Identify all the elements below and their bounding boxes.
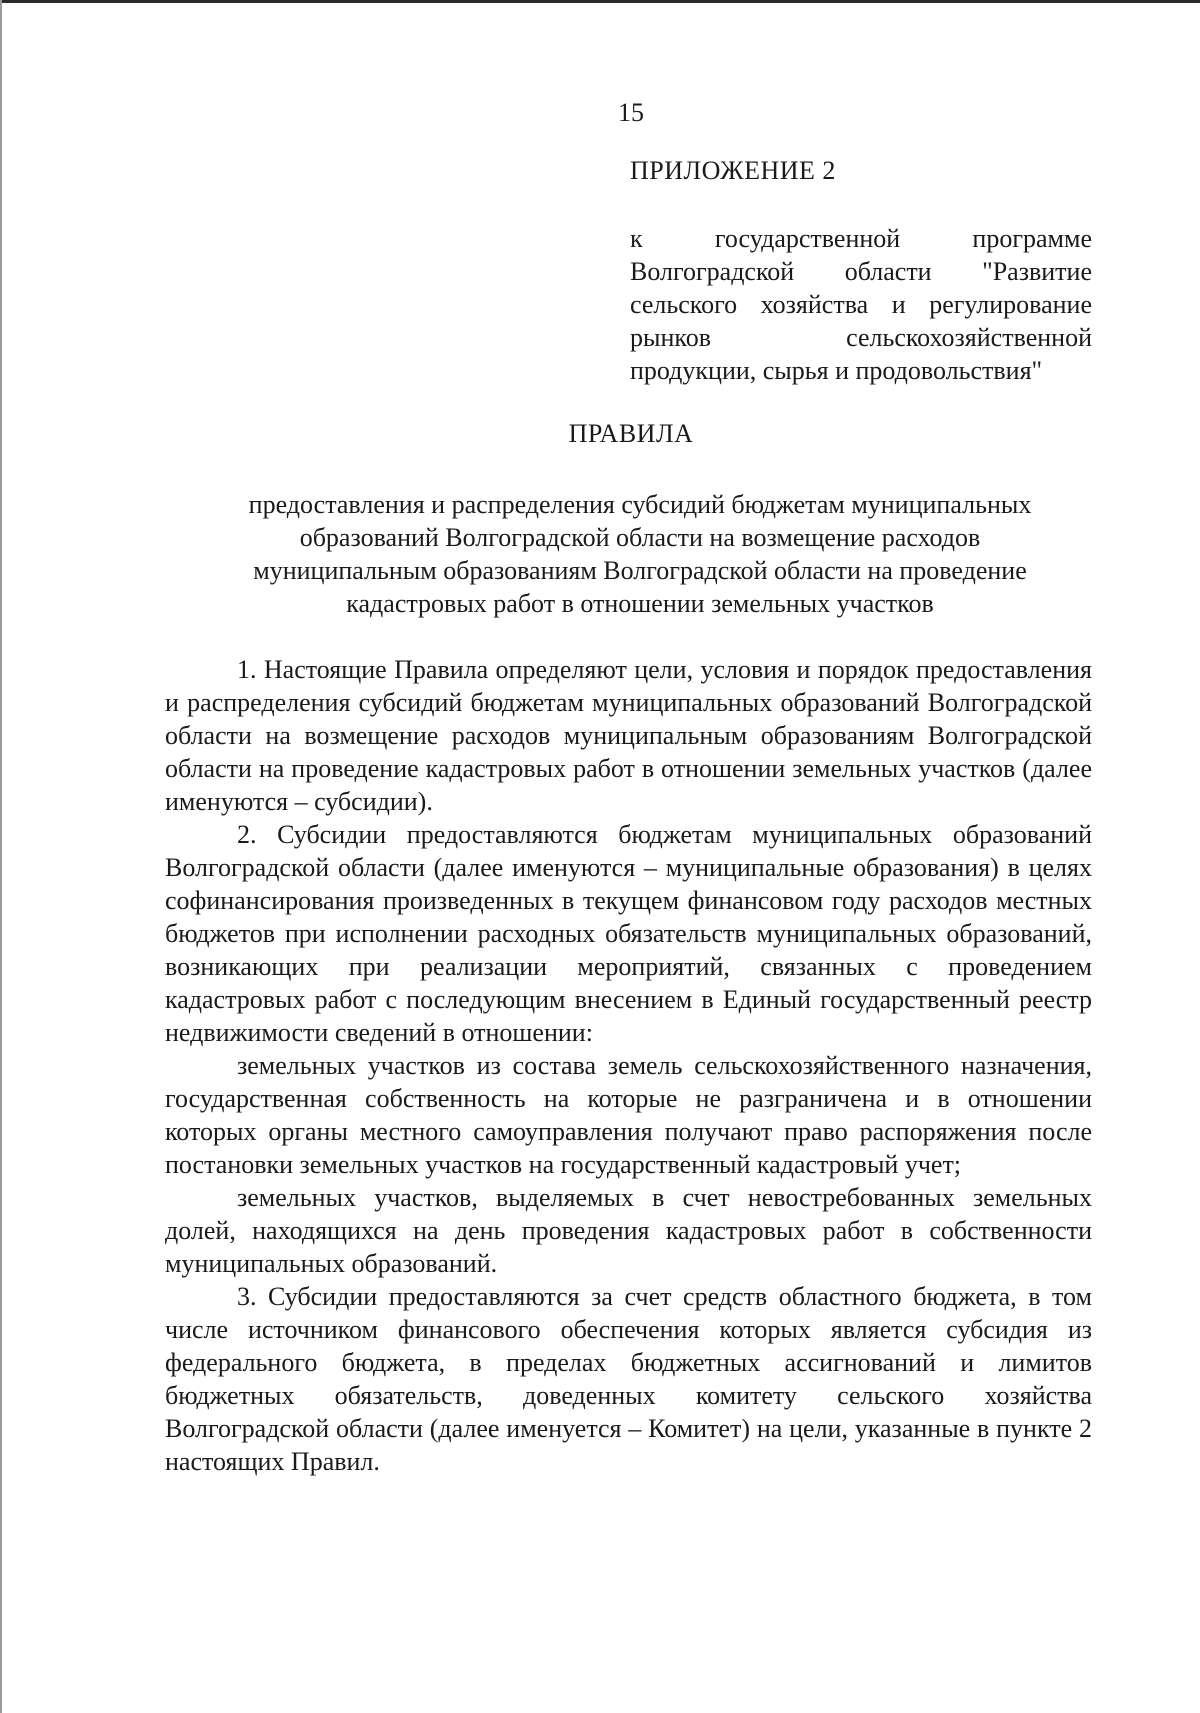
paragraph-2-item-1: земельных участков из состава земель сельскохозяйственного назначения, государственная собственность на которые не разграничена и в отношении которых органы местного самоуправления получают право распоряжения после постановки земельных участков на государственный кадастровый учет; <box>165 1051 1092 1179</box>
appendix-title: ПРИЛОЖЕНИЕ 2 <box>630 156 836 185</box>
scan-edge-top <box>0 0 1200 3</box>
document-subtitle <box>160 488 1120 620</box>
scan-edge-left <box>0 0 2 1713</box>
paragraph-1: 1. Настоящие Правила определяют цели, условия и порядок предоставления и распределения субсидий бюджетам муниципальных образований Волгоградской области на возмещение расходов муниципальным образованиям Волгоградской области на проведение кадастровых работ в отношении земельных участков (далее именуются – субсидии). <box>165 655 1092 816</box>
document-title: ПРАВИЛА <box>568 419 694 448</box>
document-body <box>165 653 1092 1478</box>
subtitle-line: образований Волгоградской области на возмещение расходов <box>299 523 981 552</box>
subtitle-line: предоставления и распределения субсидий бюджетам муниципальных <box>248 490 1032 519</box>
paragraph-2-item-2: земельных участков, выделяемых в счет невостребованных земельных долей, находящихся на день проведения кадастровых работ в собственности муниципальных образований. <box>165 1183 1092 1278</box>
page-number: 15 <box>618 98 644 127</box>
paragraph-2: 2. Субсидии предоставляются бюджетам муниципальных образований Волгоградской области (далее именуются – муниципальные образования) в целях софинансирования произведенных в текущем финансовом году расходов местных бюджетов при исполнении расходных обязательств муниципальных образований, возникающих при реализации мероприятий, связанных с проведением кадастровых работ с последующим внесением в Единый государственный реестр недвижимости сведений в отношении: <box>165 820 1092 1047</box>
paragraph-3: 3. Субсидии предоставляются за счет средств областного бюджета, в том числе источником финансового обеспечения которых является субсидия из федерального бюджета, в пределах бюджетных ассигнований и лимитов бюджетных обязательств, доведенных комитету сельского хозяйства Волгоградской области (далее именуется – Комитет) на цели, указанные в пункте 2 настоящих Правил. <box>165 1282 1092 1476</box>
appendix-text: к государственной программе Волгоградской области "Развитие сельского хозяйства и регулирование рынков сельскохозяйственной продукции, сырья и продовольствия" <box>630 224 1092 385</box>
subtitle-line: кадастровых работ в отношении земельных участков <box>346 589 934 618</box>
subtitle-line: муниципальным образованиям Волгоградской области на проведение <box>253 556 1027 585</box>
